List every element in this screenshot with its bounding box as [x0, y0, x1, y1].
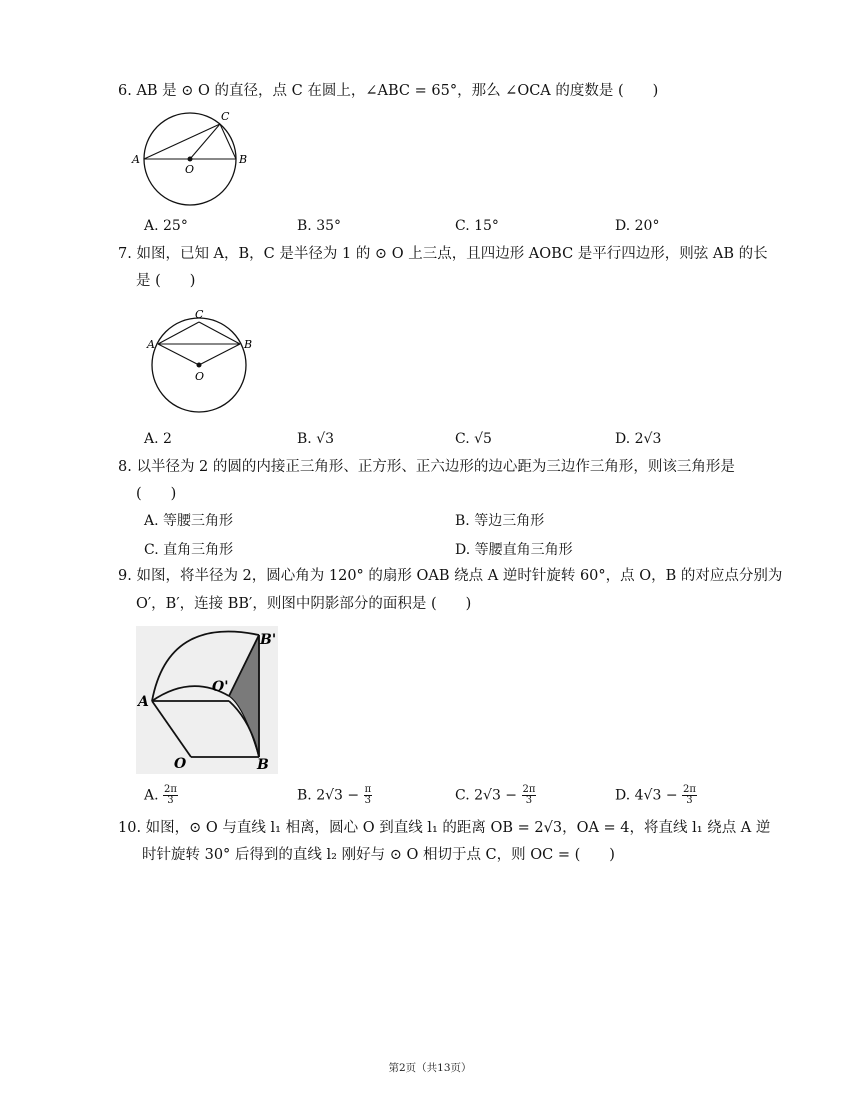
q9-option-d-num: 2π: [683, 784, 696, 795]
q7-option-d[interactable]: D. 2√3: [615, 431, 662, 447]
q9-option-d-den: 3: [686, 795, 693, 806]
q9-option-a-label: A.: [144, 787, 164, 804]
q9-text-line2: O′，B′，连接 BB′，则图中阴影部分的面积是 ( ): [136, 596, 472, 612]
q9-option-d-label: D.: [615, 787, 635, 804]
q9-label-a: A: [138, 694, 149, 710]
q7-option-a[interactable]: A. 2: [144, 431, 172, 447]
q7-center-dot: [197, 363, 202, 368]
q6-label-b: B: [239, 153, 248, 166]
q9-label-b: B: [257, 757, 269, 773]
q7-circle-figure: [142, 303, 267, 418]
q6-text: 6. AB 是 ⊙ O 的直径，点 C 在圆上，∠ABC = 65°，那么 ∠OCA 的度数是 ( ): [118, 83, 659, 99]
q9-option-c-pre: 2√3 −: [474, 787, 522, 804]
q7-text-line2: 是 ( ): [136, 273, 196, 289]
q9-label-o: O: [174, 756, 187, 772]
q9-text-line1: 9. 如图，将半径为 2，圆心角为 120° 的扇形 OAB 绕点 A 逆时针旋转 60°，点 O，B 的对应点分别为: [118, 568, 783, 584]
page-footer: 第2页（共13页）: [388, 1062, 472, 1074]
q6-option-b[interactable]: B. 35°: [297, 218, 342, 234]
q8-text-line2: ( ): [136, 486, 177, 502]
q6-option-d[interactable]: D. 20°: [615, 218, 660, 234]
q10-text-line2: 时针旋转 30° 后得到的直线 l₂ 刚好与 ⊙ O 相切于点 C，则 OC = ( ): [142, 847, 615, 863]
q7-option-c[interactable]: C. √5: [455, 431, 492, 447]
q6-circle-figure: [128, 106, 258, 206]
q9-option-c-fraction: [522, 785, 537, 806]
q6-label-o: O: [185, 163, 195, 176]
q6-option-c[interactable]: C. 15°: [455, 218, 499, 234]
q9-label-o-prime: O': [212, 679, 229, 695]
q9-sector-figure: [136, 626, 278, 774]
q9-option-b-pre: 2√3 −: [316, 787, 364, 804]
q9-option-b-den: 3: [364, 795, 372, 806]
q7-label-o: O: [195, 370, 205, 383]
q9-label-b-prime: B': [260, 632, 277, 648]
q9-option-b-fraction: [364, 785, 373, 806]
q6-label-a: A: [132, 153, 140, 166]
q9-option-c[interactable]: [455, 785, 536, 806]
q7-text-line1: 7. 如图，已知 A，B，C 是半径为 1 的 ⊙ O 上三点，且四边形 AOBC 是平行四边形，则弦 AB 的长: [118, 246, 768, 262]
q9-option-c-num: 2π: [522, 784, 536, 795]
q8-option-d[interactable]: D. 等腰直角三角形: [455, 542, 573, 558]
q7-radius-oa: [158, 344, 199, 365]
q9-option-d[interactable]: [615, 785, 697, 806]
q7-label-a: A: [147, 338, 155, 351]
q7-label-c: C: [195, 308, 204, 321]
q9-option-a-den: 3: [167, 795, 174, 806]
q7-radius-ob: [199, 344, 240, 365]
q7-option-b[interactable]: B. √3: [297, 431, 335, 447]
q9-option-a[interactable]: [144, 785, 178, 806]
q7-label-b: B: [244, 338, 253, 351]
q6-center-dot: [188, 157, 193, 162]
q9-option-d-fraction: [682, 785, 697, 806]
q9-option-b[interactable]: [297, 785, 372, 806]
q6-option-a[interactable]: A. 25°: [144, 218, 188, 234]
q9-option-c-label: C.: [455, 787, 475, 804]
q8-text-line1: 8. 以半径为 2 的圆的内接正三角形、正方形、正六边形的边心距为三边作三角形，则该三角形是: [118, 459, 735, 475]
q9-option-b-label: B.: [297, 787, 317, 804]
q8-option-b[interactable]: B. 等边三角形: [455, 513, 545, 529]
q6-radius-oc: [190, 124, 220, 159]
q6-chord-cb: [220, 124, 236, 159]
q8-option-a[interactable]: A. 等腰三角形: [144, 513, 234, 529]
q9-option-a-num: 2π: [164, 784, 177, 795]
q8-option-c[interactable]: C. 直角三角形: [144, 542, 234, 558]
q10-text-line1: 10. 如图，⊙ O 与直线 l₁ 相离，圆心 O 到直线 l₁ 的距离 OB = 2√3，OA = 4，将直线 l₁ 绕点 A 逆: [118, 820, 771, 836]
q9-option-d-pre: 4√3 −: [634, 787, 683, 804]
q9-option-c-den: 3: [525, 795, 533, 806]
q9-option-a-fraction: [163, 785, 178, 806]
q6-label-c: C: [221, 110, 230, 123]
q9-option-b-num: π: [364, 784, 372, 795]
